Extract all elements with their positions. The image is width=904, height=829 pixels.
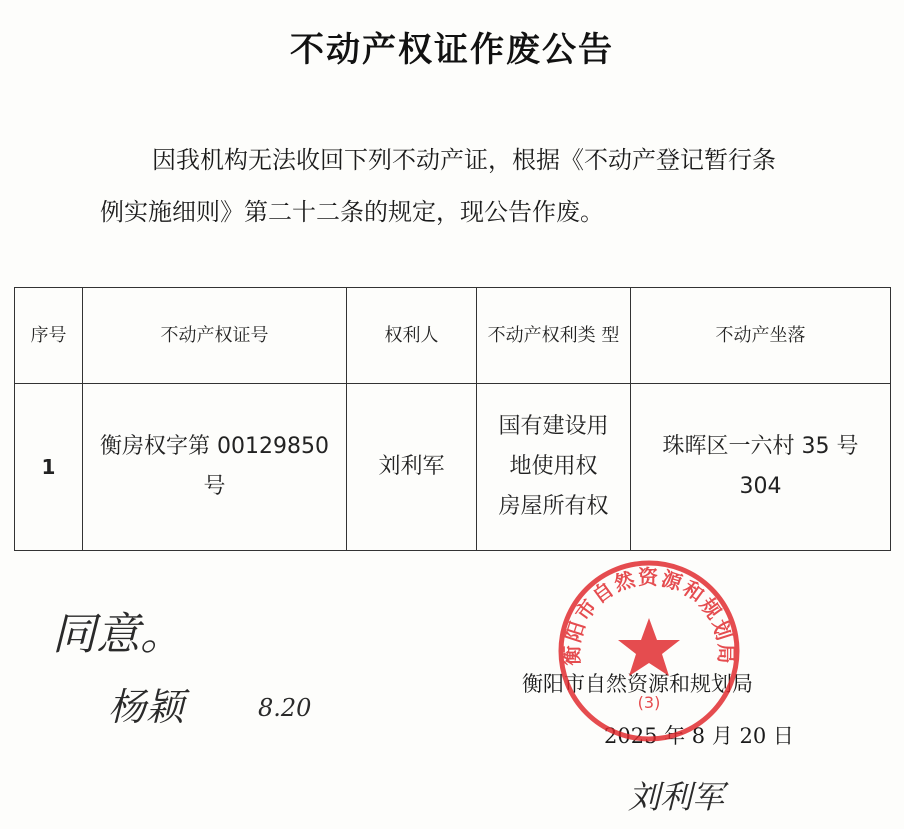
cell-right-type: [477, 384, 631, 551]
cell-cert-no-line-2: 号: [203, 474, 226, 499]
header-cert-no: 不动产权证号: [83, 288, 347, 384]
cell-cert-no: [83, 384, 347, 551]
cell-location-line-2: 304: [739, 474, 782, 499]
paragraph-line-2: 例实施细则》第二十二条的规定，现公告作废。: [100, 198, 604, 226]
cell-location: [631, 384, 891, 551]
header-owner: 权利人: [347, 288, 477, 384]
cell-cert-no-line-1: 衡房权字第 00129850: [100, 434, 329, 459]
header-index: 序号: [15, 288, 83, 384]
seal-star-icon: [618, 618, 680, 676]
handwritten-bottom-signature: 刘利军: [628, 778, 725, 816]
issuer-name: 衡阳市自然资源和规划局: [522, 672, 753, 696]
header-right-type: [477, 288, 631, 384]
cell-owner: 刘利军: [347, 384, 477, 551]
issue-date: 2025 年 8 月 20 日: [604, 724, 794, 748]
table-header-row: [15, 288, 891, 384]
seal-sub-text: (3): [637, 693, 661, 712]
table-row: [15, 384, 891, 551]
header-location: 不动产坐落: [631, 288, 891, 384]
cell-right-type-line-1: 国有建设用: [498, 414, 609, 439]
seal-text-path: 衡阳市自然资源和规划局: [559, 565, 739, 666]
paragraph-line-1: 因我机构无法收回下列不动产证，根据《不动产登记暂行条: [152, 146, 776, 174]
notice-paragraph: [100, 134, 820, 238]
official-seal: [554, 556, 744, 746]
handwritten-date-note: 8.20: [258, 694, 312, 722]
cell-right-type-line-3: 房屋所有权: [498, 494, 609, 519]
header-right-type-line-2: 型: [601, 324, 620, 346]
cell-location-line-1: 珠晖区一六村 35 号: [662, 434, 859, 459]
header-right-type-line-1: 不动产权利类: [487, 324, 596, 346]
handwritten-approval: 同意。: [52, 609, 184, 660]
page-title: 不动产权证作废公告: [290, 30, 614, 70]
certificate-table: [14, 287, 891, 551]
cell-right-type-line-2: 地使用权: [509, 454, 598, 479]
cell-index: 1: [15, 384, 83, 551]
handwritten-signature: 杨颖: [108, 685, 185, 729]
